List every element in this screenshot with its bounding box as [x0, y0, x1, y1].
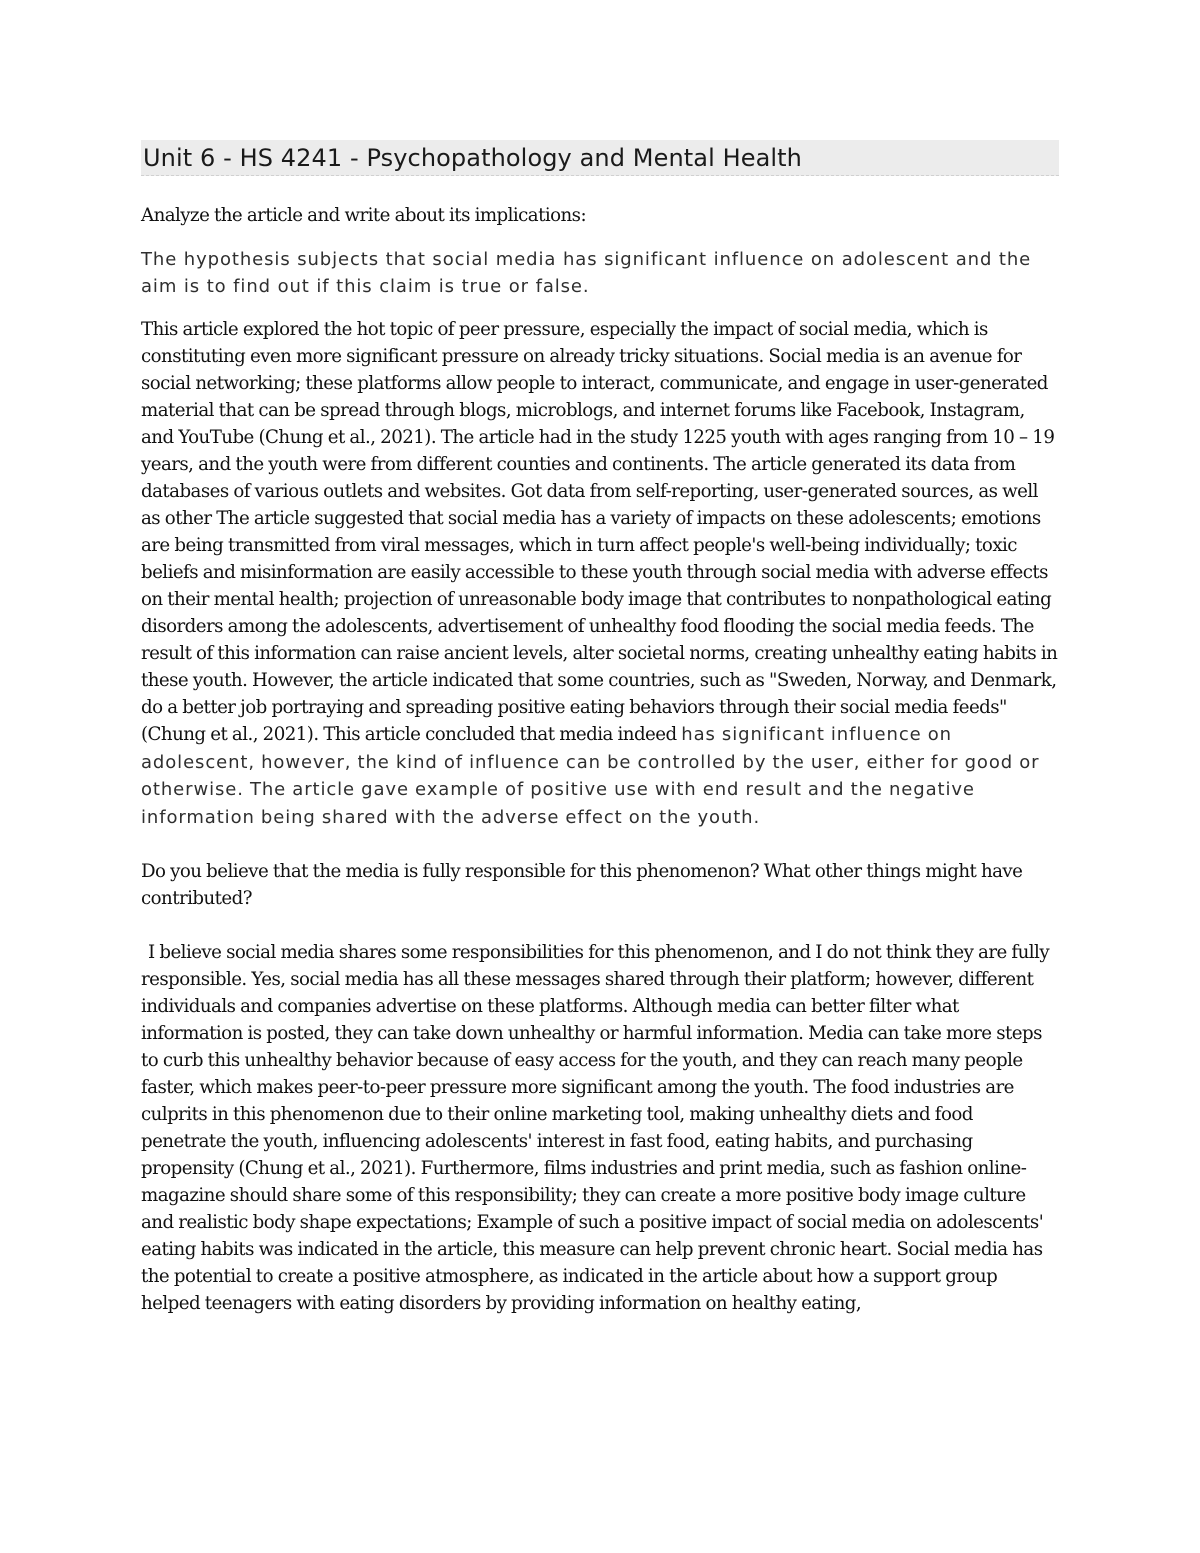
prompt-analyze-article: Analyze the article and write about its implications: — [141, 205, 587, 226]
prompt-media-responsibility: Do you believe that the media is fully responsible for this phenomenon? What other things might have contributed? — [141, 861, 1023, 909]
article-summary-sans-text: has significant influence on adolescent, however, the kind of influence can be controlled by the user, either for good or otherwise. The article gave example of positive use with end result and the negative information being shared with the adverse effect on the youth. — [141, 724, 1040, 828]
hypothesis-paragraph: The hypothesis subjects that social media has significant influence on adolescent and the aim is to find out if this claim is true or false. — [141, 249, 1032, 297]
article-summary-serif-text: This article explored the hot topic of peer pressure, especially the impact of social media, which is constituting even more significant pressure on already tricky situations. Social media is an avenue for social networking; these platforms allow people to interact, communicate, and engage in user-generated material that can be spread through blogs, microblogs, and internet forums like Facebook, Instagram, and YouTube (Chung et al., 2021). The article had in the study 1225 youth with ages ranging from 10 – 19 years, and the youth were from different counties and continents. The article generated its data from databases of various outlets and websites. Got data from self-reporting, user-generated sources, as well as other The article suggested that social media has a variety of impacts on these adolescents; emotions are being transmitted from viral messages, which in turn affect people's well-being individually; toxic beliefs and misinformation are easily accessible to these youth through social media with adverse effects on their mental health; projection of unreasonable body image that contributes to nonpathological eating disorders among the adolescents, advertisement of unhealthy food flooding the social media feeds. The result of this information can raise ancient levels, alter societal norms, creating unhealthy eating habits in these youth. However, the article indicated that some countries, such as "Sweden, Norway, and Denmark, do a better job portraying and spreading positive eating behaviors through their social media feeds" (Chung et al., 2021). This article concluded that media indeed — [141, 319, 1058, 745]
document-title: Unit 6 - HS 4241 - Psychopathology and Mental Health — [141, 140, 1059, 176]
answer-paragraph: I believe social media shares some responsibilities for this phenomenon, and I do not think they are fully responsible. Yes, social media has all these messages shared through their platform; however, different individuals and companies advertise on these platforms. Although media can better filter what information is posted, they can take down unhealthy or harmful information. Media can take more steps to curb this unhealthy behavior because of easy access for the youth, and they can reach many people faster, which makes peer-to-peer pressure more significant among the youth. The food industries are culprits in this phenomenon due to their online marketing tool, making unhealthy diets and food penetrate the youth, influencing adolescents' interest in fast food, eating habits, and purchasing propensity (Chung et al., 2021). Furthermore, films industries and print media, such as fashion online-magazine should share some of this responsibility; they can create a more positive body image culture and realistic body shape expectations; Example of such a positive impact of social media on adolescents' eating habits was indicated in the article, this measure can help prevent chronic heart. Social media has the potential to create a positive atmosphere, as indicated in the article about how a support group helped teenagers with eating disorders by providing information on healthy eating, — [141, 942, 1050, 1314]
document-page — [141, 140, 1059, 1317]
article-summary-paragraph — [141, 316, 1059, 831]
